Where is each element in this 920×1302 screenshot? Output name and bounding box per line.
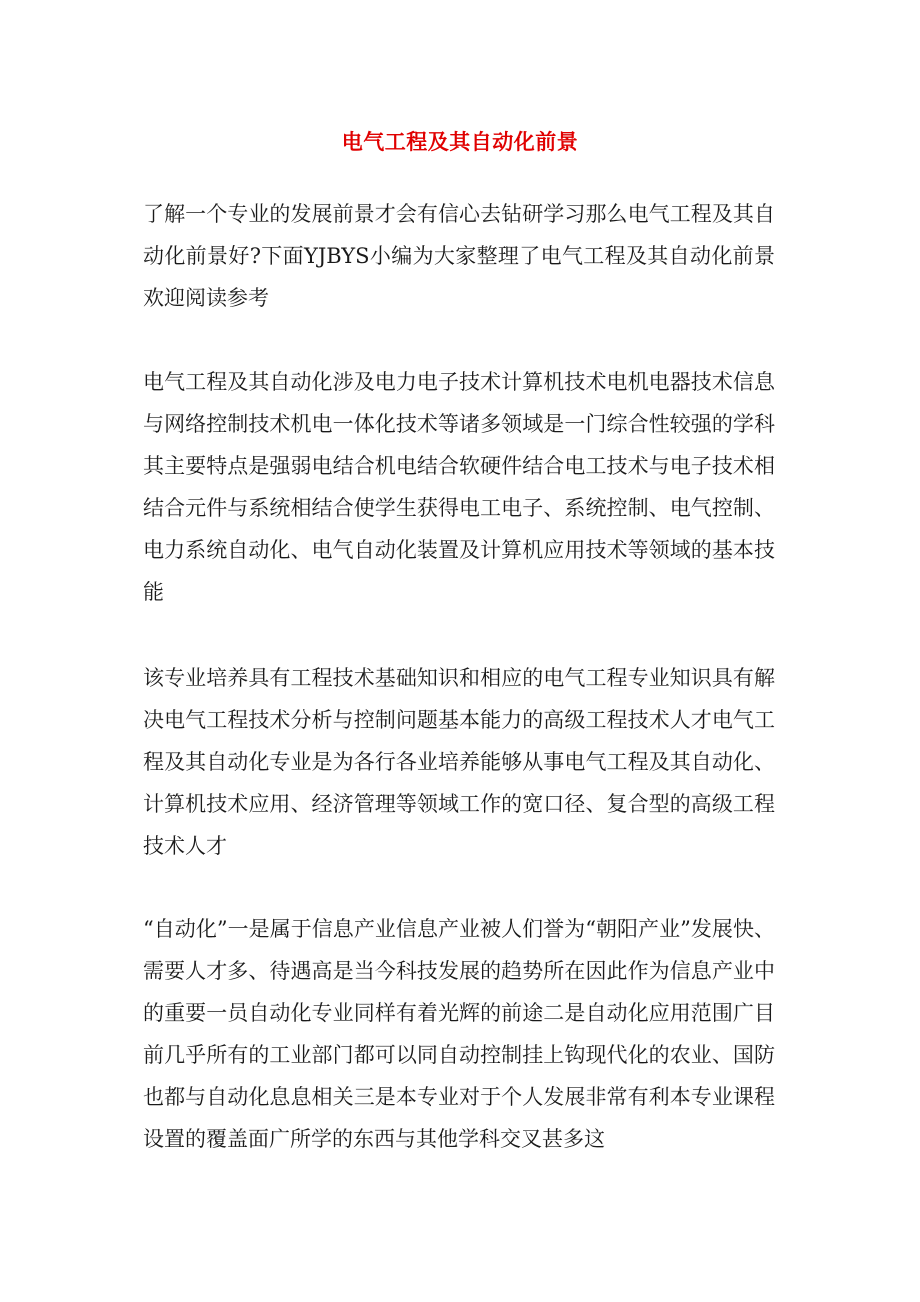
page-title: 电气工程及其自动化前景	[341, 129, 579, 155]
paragraph-intro: 了解一个专业的发展前景才会有信心去钻研学习那么电气工程及其自动化前景好?下面YJBYS小编为大家整理了电气工程及其自动化前景欢迎阅读参考	[143, 202, 775, 310]
paragraph-training: 该专业培养具有工程技术基础知识和相应的电气工程专业知识具有解决电气工程技术分析与控制问题基本能力的高级工程技术人才电气工程及其自动化专业是为各行各业培养能够从事电气工程及其自动化、计算机技术应用、经济管理等领域工作的宽口径、复合型的高级工程技术人才	[143, 666, 775, 858]
paragraph-fields: 电气工程及其自动化涉及电力电子技术计算机技术电机电器技术信息与网络控制技术机电一体化技术等诸多领域是一门综合性较强的学科其主要特点是强弱电结合机电结合软硬件结合电工技术与电子技术相结合元件与系统相结合使学生获得电工电子、系统控制、电气控制、电力系统自动化、电气自动化装置及计算机应用技术等领域的基本技能	[143, 370, 775, 604]
paragraph-prospects: “自动化”一是属于信息产业信息产业被人们誉为“朝阳产业”发展快、需要人才多、待遇高是当今科技发展的趋势所在因此作为信息产业中的重要一员自动化专业同样有着光辉的前途二是自动化应用范围广目前几乎所有的工业部门都可以同自动控制挂上钩现代化的农业、国防也都与自动化息息相关三是本专业对于个人发展非常有利本专业课程设置的覆盖面广所学的东西与其他学科交叉甚多这	[143, 917, 775, 1151]
